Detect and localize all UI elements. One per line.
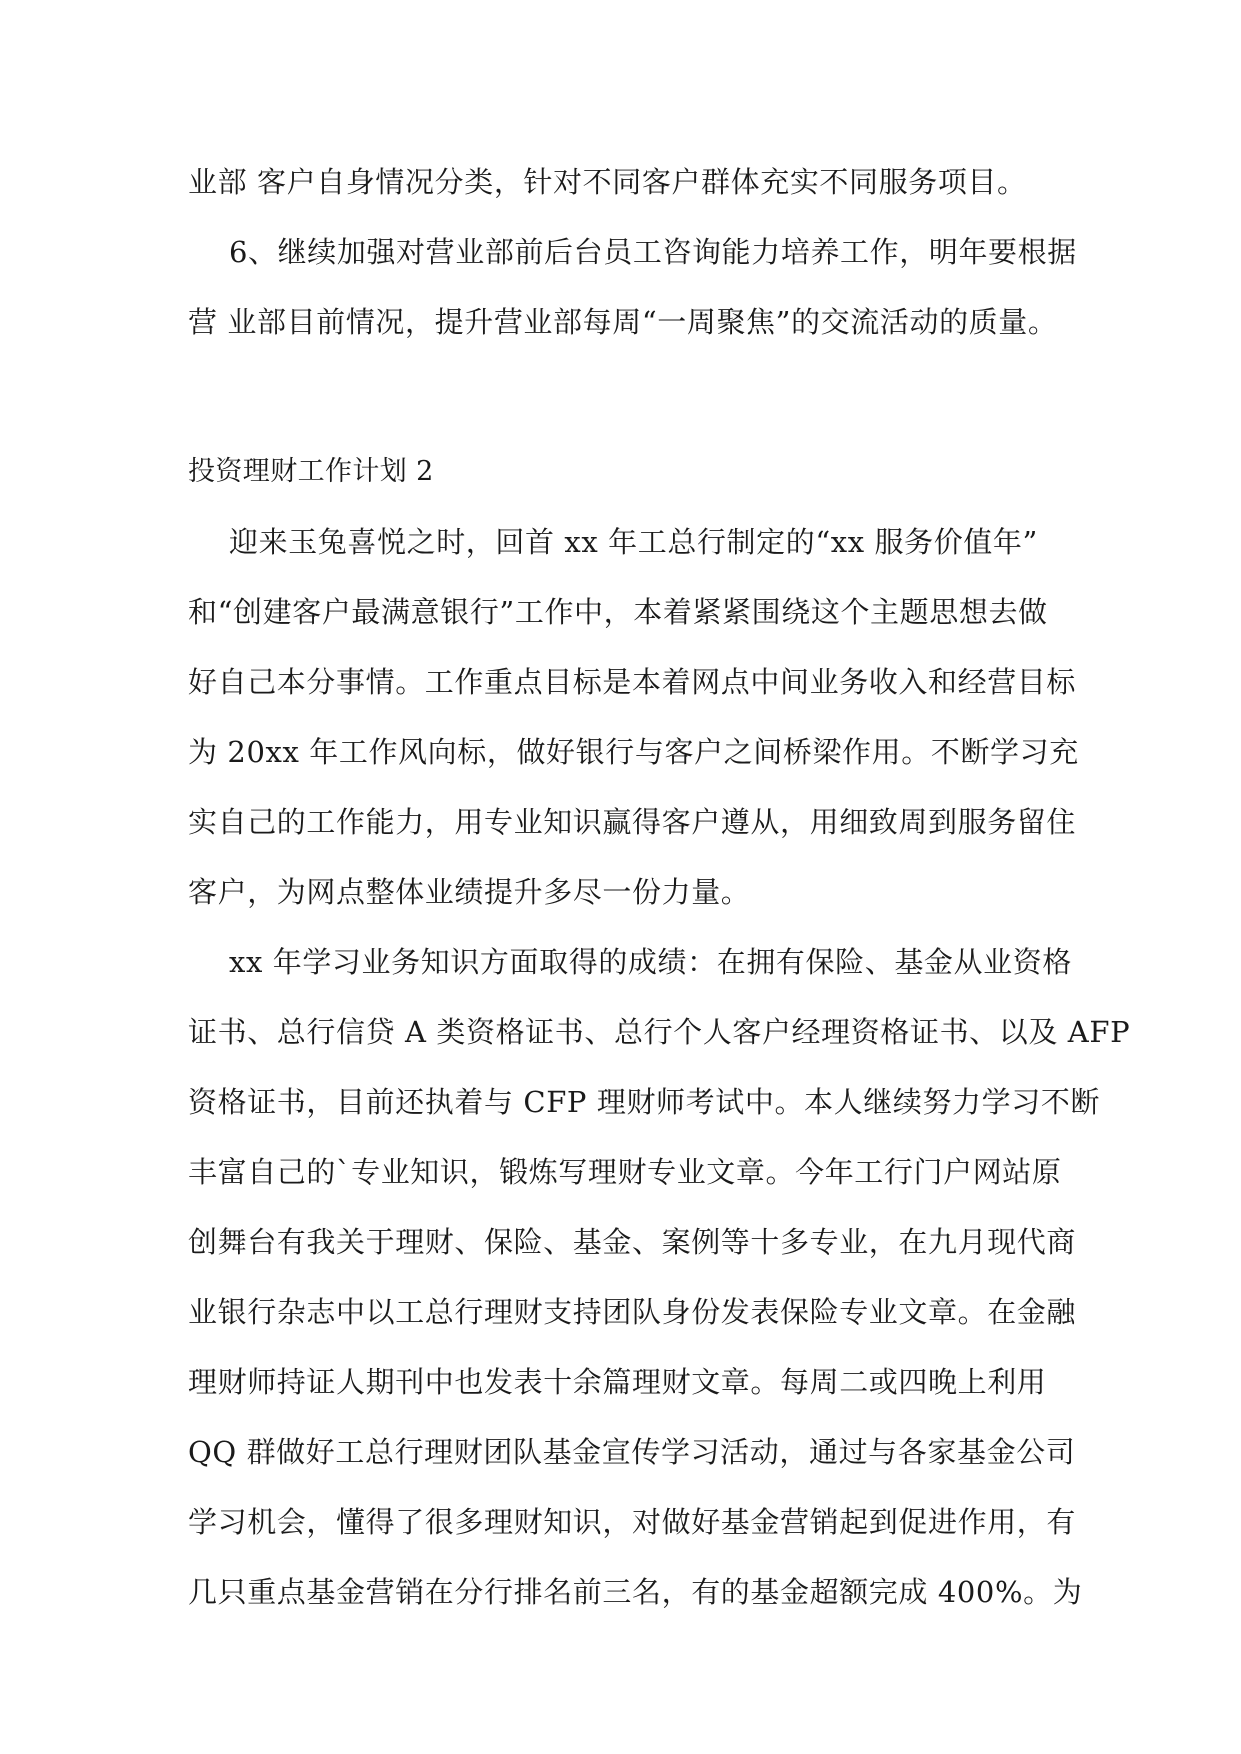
paragraph-line: 证书、总行信贷 A 类资格证书、总行个人客户经理资格证书、以及 AFP	[188, 1015, 1131, 1049]
paragraph-line: 理财师持证人期刊中也发表十余篇理财文章。每周二或四晚上利用	[188, 1365, 1047, 1399]
paragraph-line: 实自己的工作能力，用专业知识赢得客户遵从，用细致周到服务留住	[188, 805, 1077, 839]
paragraph-line: 和“创建客户最满意银行”工作中，本着紧紧围绕这个主题思想去做	[188, 595, 1048, 629]
paragraph-line: 丰富自己的`专业知识，锻炼写理财专业文章。今年工行门户网站原	[188, 1155, 1062, 1189]
paragraph-line: 好自己本分事情。工作重点目标是本着网点中间业务收入和经营目标	[188, 665, 1077, 699]
paragraph-line: 6、继续加强对营业部前后台员工咨询能力培养工作，明年要根据	[229, 235, 1077, 269]
paragraph-line: 创舞台有我关于理财、保险、基金、案例等十多专业，在九月现代商	[188, 1225, 1077, 1259]
paragraph-line: 迎来玉兔喜悦之时，回首 xx 年工总行制定的“xx 服务价值年”	[229, 525, 1038, 559]
paragraph-line: 客户，为网点整体业绩提升多尽一份力量。	[188, 875, 751, 909]
paragraph-line: 业银行杂志中以工总行理财支持团队身份发表保险专业文章。在金融	[188, 1295, 1077, 1329]
section-title: 投资理财工作计划 2	[188, 456, 434, 487]
paragraph-line: QQ 群做好工总行理财团队基金宣传学习活动，通过与各家基金公司	[188, 1435, 1076, 1469]
paragraph-line: xx 年学习业务知识方面取得的成绩：在拥有保险、基金从业资格	[229, 945, 1072, 979]
paragraph-line: 业部 客户自身情况分类，针对不同客户群体充实不同服务项目。	[188, 165, 1027, 199]
paragraph-line: 营 业部目前情况，提升营业部每周“一周聚焦”的交流活动的质量。	[188, 305, 1058, 339]
paragraph-line: 为 20xx 年工作风向标，做好银行与客户之间桥梁作用。不断学习充	[188, 735, 1079, 769]
paragraph-line: 几只重点基金营销在分行排名前三名，有的基金超额完成 400%。为	[188, 1575, 1083, 1609]
paragraph-line: 资格证书，目前还执着与 CFP 理财师考试中。本人继续努力学习不断	[188, 1085, 1101, 1119]
paragraph-line: 学习机会，懂得了很多理财知识，对做好基金营销起到促进作用，有	[188, 1505, 1077, 1539]
